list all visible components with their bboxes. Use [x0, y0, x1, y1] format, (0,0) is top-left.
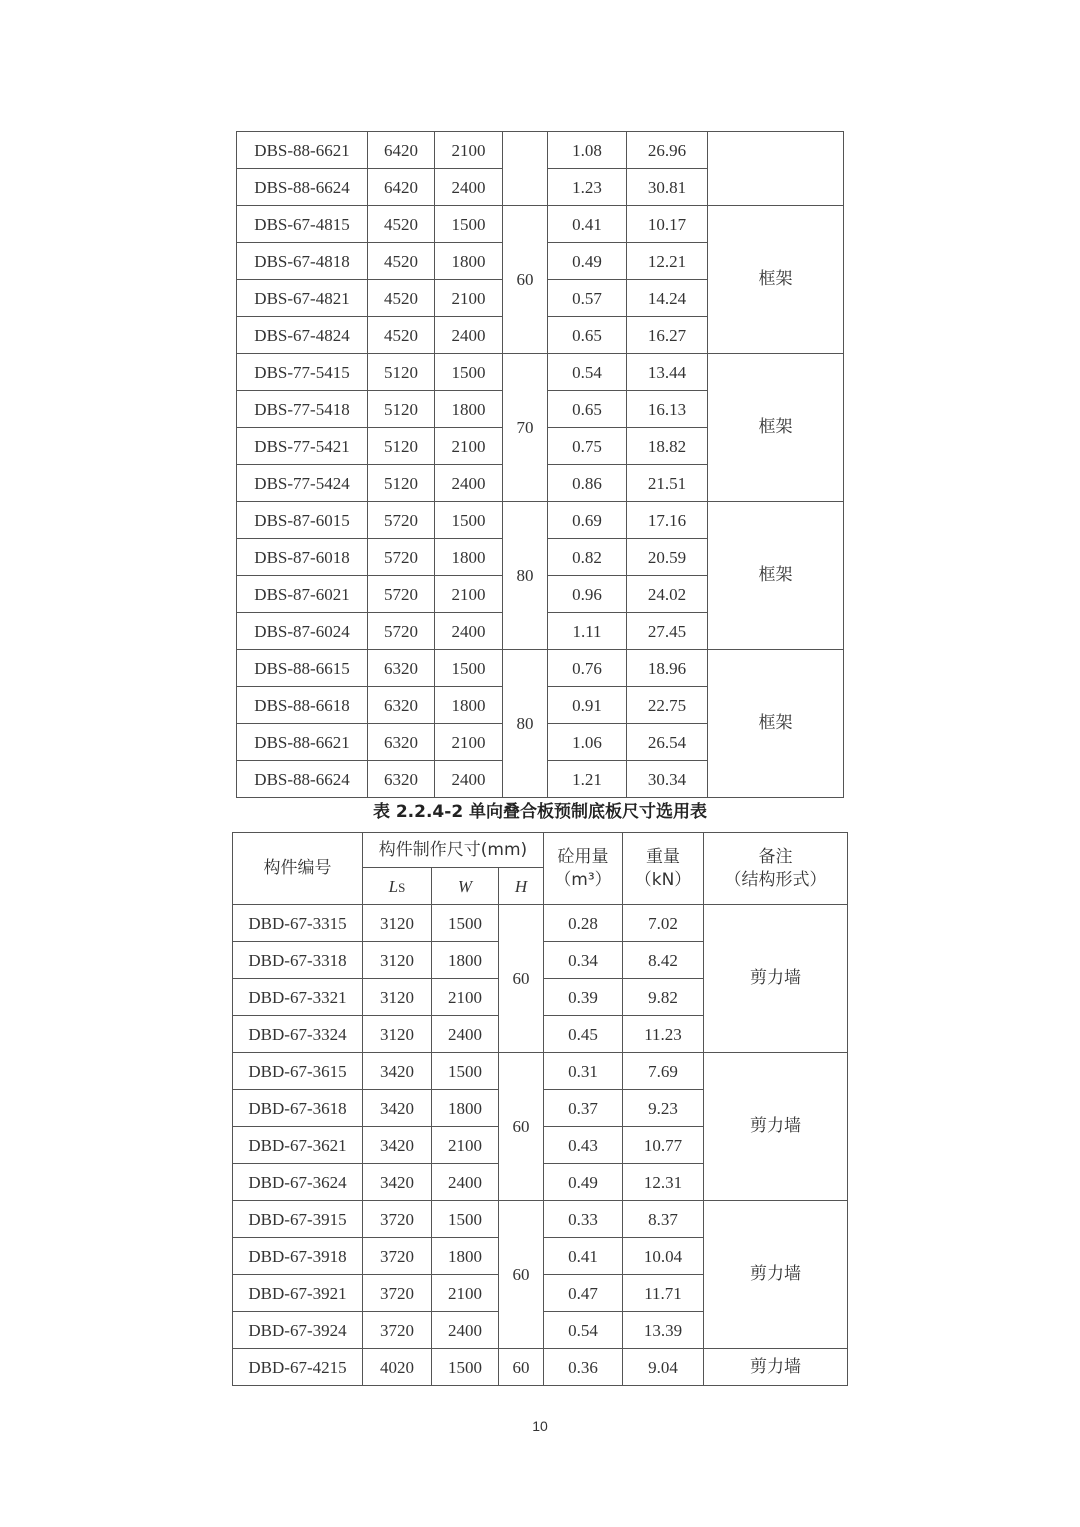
- cell-concrete-volume: 0.91: [548, 687, 627, 724]
- cell-weight: 21.51: [627, 465, 708, 502]
- cell-weight: 17.16: [627, 502, 708, 539]
- cell-component-code: DBS-67-4824: [237, 317, 368, 354]
- cell-component-code: DBS-77-5418: [237, 391, 368, 428]
- cell-component-code: DBD-67-3618: [233, 1090, 363, 1127]
- cell-component-code: DBS-87-6018: [237, 539, 368, 576]
- cell-weight: 18.96: [627, 650, 708, 687]
- table-row: [233, 905, 848, 942]
- table-row: [233, 1053, 848, 1090]
- cell-component-code: DBD-67-3915: [233, 1201, 363, 1238]
- table-one-way-slab: [232, 832, 848, 1386]
- cell-width: 2400: [432, 1312, 499, 1349]
- cell-concrete-volume: 0.34: [544, 942, 623, 979]
- cell-weight: 9.82: [623, 979, 704, 1016]
- cell-width: 1500: [435, 206, 503, 243]
- cell-weight: 7.02: [623, 905, 704, 942]
- table-header-row: [233, 833, 848, 868]
- cell-length: 3120: [363, 1016, 432, 1053]
- cell-concrete-volume: 0.86: [548, 465, 627, 502]
- cell-component-code: DBD-67-3315: [233, 905, 363, 942]
- cell-width: 2100: [432, 1127, 499, 1164]
- cell-width: 2100: [435, 280, 503, 317]
- cell-component-code: DBD-67-3321: [233, 979, 363, 1016]
- cell-weight: 18.82: [627, 428, 708, 465]
- cell-thickness: 60: [499, 1349, 544, 1386]
- cell-weight: 8.37: [623, 1201, 704, 1238]
- cell-length: 5120: [368, 465, 435, 502]
- cell-concrete-volume: 0.41: [544, 1238, 623, 1275]
- cell-concrete-volume: 0.43: [544, 1127, 623, 1164]
- cell-length: 6320: [368, 687, 435, 724]
- cell-width: 1800: [432, 1090, 499, 1127]
- cell-thickness: 70: [503, 354, 548, 502]
- cell-length: 3420: [363, 1090, 432, 1127]
- cell-length: 6420: [368, 169, 435, 206]
- cell-concrete-volume: 1.06: [548, 724, 627, 761]
- cell-weight: 26.96: [627, 132, 708, 169]
- cell-width: 2100: [432, 979, 499, 1016]
- cell-length: 5120: [368, 354, 435, 391]
- cell-weight: 9.23: [623, 1090, 704, 1127]
- cell-concrete-volume: 0.28: [544, 905, 623, 942]
- cell-length: 3720: [363, 1312, 432, 1349]
- cell-structure-type: 框架: [708, 206, 844, 354]
- cell-weight: 13.44: [627, 354, 708, 391]
- header-h: H: [499, 868, 544, 905]
- table-row: [237, 650, 844, 687]
- header-volume-label: 砼用量: [557, 846, 609, 867]
- cell-component-code: DBS-77-5415: [237, 354, 368, 391]
- cell-length: 4020: [363, 1349, 432, 1386]
- cell-thickness: 60: [499, 905, 544, 1053]
- header-volume-unit: （m³）: [554, 869, 612, 890]
- cell-component-code: DBD-67-3921: [233, 1275, 363, 1312]
- cell-component-code: DBS-88-6621: [237, 132, 368, 169]
- cell-length: 6420: [368, 132, 435, 169]
- cell-width: 1800: [432, 942, 499, 979]
- cell-length: 3420: [363, 1164, 432, 1201]
- header-w: W: [432, 868, 499, 905]
- cell-concrete-volume: 1.08: [548, 132, 627, 169]
- cell-width: 2400: [435, 761, 503, 798]
- table-row: [237, 132, 844, 169]
- cell-length: 3120: [363, 905, 432, 942]
- cell-structure-type: 框架: [708, 354, 844, 502]
- cell-length: 4520: [368, 243, 435, 280]
- cell-width: 1800: [435, 391, 503, 428]
- cell-weight: 30.81: [627, 169, 708, 206]
- header-size: 构件制作尺寸(mm): [363, 833, 544, 868]
- cell-length: 6320: [368, 724, 435, 761]
- cell-component-code: DBS-88-6624: [237, 169, 368, 206]
- header-note: [704, 833, 848, 905]
- cell-width: 2100: [435, 132, 503, 169]
- cell-component-code: DBD-67-3324: [233, 1016, 363, 1053]
- cell-width: 2400: [435, 613, 503, 650]
- cell-concrete-volume: 0.33: [544, 1201, 623, 1238]
- cell-component-code: DBS-87-6024: [237, 613, 368, 650]
- cell-structure-type: 框架: [708, 650, 844, 798]
- cell-weight: 9.04: [623, 1349, 704, 1386]
- cell-length: 4520: [368, 280, 435, 317]
- cell-component-code: DBS-67-4815: [237, 206, 368, 243]
- header-concrete-volume: [544, 833, 623, 905]
- cell-width: 2400: [432, 1016, 499, 1053]
- cell-concrete-volume: 0.49: [548, 243, 627, 280]
- cell-concrete-volume: 0.96: [548, 576, 627, 613]
- cell-weight: 12.31: [623, 1164, 704, 1201]
- cell-concrete-volume: 0.75: [548, 428, 627, 465]
- cell-weight: 16.13: [627, 391, 708, 428]
- cell-structure-type: [708, 132, 844, 206]
- cell-thickness: 80: [503, 650, 548, 798]
- cell-component-code: DBD-67-3318: [233, 942, 363, 979]
- cell-weight: 11.71: [623, 1275, 704, 1312]
- header-note-sub: （结构形式）: [724, 869, 827, 890]
- cell-concrete-volume: 0.57: [548, 280, 627, 317]
- table-continued: [236, 131, 844, 798]
- cell-concrete-volume: 1.21: [548, 761, 627, 798]
- cell-weight: 7.69: [623, 1053, 704, 1090]
- cell-width: 1500: [432, 905, 499, 942]
- cell-weight: 13.39: [623, 1312, 704, 1349]
- cell-weight: 24.02: [627, 576, 708, 613]
- cell-thickness: 60: [499, 1053, 544, 1201]
- header-weight: [623, 833, 704, 905]
- cell-thickness: 60: [503, 206, 548, 354]
- header-ls: [363, 868, 432, 905]
- cell-component-code: DBS-77-5424: [237, 465, 368, 502]
- cell-weight: 27.45: [627, 613, 708, 650]
- cell-length: 3720: [363, 1275, 432, 1312]
- cell-length: 6320: [368, 650, 435, 687]
- cell-component-code: DBD-67-4215: [233, 1349, 363, 1386]
- cell-width: 1500: [435, 354, 503, 391]
- cell-concrete-volume: 0.41: [548, 206, 627, 243]
- cell-length: 5720: [368, 576, 435, 613]
- cell-component-code: DBS-88-6618: [237, 687, 368, 724]
- header-ls-sub: S: [398, 879, 406, 895]
- cell-thickness: 60: [499, 1201, 544, 1349]
- cell-length: 3720: [363, 1238, 432, 1275]
- cell-component-code: DBS-77-5421: [237, 428, 368, 465]
- cell-length: 5120: [368, 391, 435, 428]
- cell-width: 1500: [432, 1349, 499, 1386]
- cell-width: 1800: [435, 243, 503, 280]
- cell-width: 2100: [432, 1275, 499, 1312]
- cell-concrete-volume: 1.11: [548, 613, 627, 650]
- cell-concrete-volume: 0.54: [548, 354, 627, 391]
- cell-length: 3420: [363, 1053, 432, 1090]
- header-code: 构件编号: [233, 833, 363, 905]
- cell-component-code: DBS-67-4818: [237, 243, 368, 280]
- cell-width: 2100: [435, 428, 503, 465]
- cell-thickness: 80: [503, 502, 548, 650]
- cell-concrete-volume: 0.76: [548, 650, 627, 687]
- cell-length: 5720: [368, 539, 435, 576]
- cell-length: 3420: [363, 1127, 432, 1164]
- cell-length: 4520: [368, 206, 435, 243]
- cell-component-code: DBS-87-6015: [237, 502, 368, 539]
- cell-length: 3120: [363, 979, 432, 1016]
- cell-weight: 10.77: [623, 1127, 704, 1164]
- cell-concrete-volume: 0.82: [548, 539, 627, 576]
- cell-width: 1800: [432, 1238, 499, 1275]
- cell-length: 6320: [368, 761, 435, 798]
- table-row: [233, 1349, 848, 1386]
- cell-width: 2400: [435, 317, 503, 354]
- cell-width: 2100: [435, 576, 503, 613]
- cell-component-code: DBS-88-6624: [237, 761, 368, 798]
- cell-concrete-volume: 0.31: [544, 1053, 623, 1090]
- cell-width: 1800: [435, 687, 503, 724]
- cell-structure-type: 框架: [708, 502, 844, 650]
- cell-weight: 10.17: [627, 206, 708, 243]
- header-weight-label: 重量: [646, 846, 680, 867]
- cell-structure-type: 剪力墙: [704, 905, 848, 1053]
- cell-width: 1500: [435, 650, 503, 687]
- cell-concrete-volume: 0.39: [544, 979, 623, 1016]
- cell-width: 1800: [435, 539, 503, 576]
- cell-length: 5720: [368, 613, 435, 650]
- cell-length: 3720: [363, 1201, 432, 1238]
- cell-concrete-volume: 1.23: [548, 169, 627, 206]
- cell-width: 2100: [435, 724, 503, 761]
- cell-weight: 30.34: [627, 761, 708, 798]
- cell-concrete-volume: 0.47: [544, 1275, 623, 1312]
- cell-concrete-volume: 0.37: [544, 1090, 623, 1127]
- cell-width: 1500: [435, 502, 503, 539]
- cell-width: 1500: [432, 1053, 499, 1090]
- cell-width: 1500: [432, 1201, 499, 1238]
- cell-component-code: DBD-67-3621: [233, 1127, 363, 1164]
- cell-length: 4520: [368, 317, 435, 354]
- header-ls-main: L: [388, 876, 399, 896]
- header-note-label: 备注: [758, 846, 793, 867]
- cell-component-code: DBS-88-6615: [237, 650, 368, 687]
- cell-length: 5120: [368, 428, 435, 465]
- cell-length: 3120: [363, 942, 432, 979]
- cell-component-code: DBD-67-3924: [233, 1312, 363, 1349]
- cell-weight: 14.24: [627, 280, 708, 317]
- cell-thickness: [503, 132, 548, 206]
- cell-weight: 26.54: [627, 724, 708, 761]
- table-row: [237, 354, 844, 391]
- cell-concrete-volume: 0.65: [548, 391, 627, 428]
- table-caption: 表 2.2.4-2 单向叠合板预制底板尺寸选用表: [372, 802, 708, 822]
- cell-weight: 22.75: [627, 687, 708, 724]
- cell-structure-type: 剪力墙: [704, 1201, 848, 1349]
- cell-weight: 8.42: [623, 942, 704, 979]
- cell-component-code: DBD-67-3918: [233, 1238, 363, 1275]
- cell-component-code: DBS-67-4821: [237, 280, 368, 317]
- cell-length: 5720: [368, 502, 435, 539]
- cell-weight: 12.21: [627, 243, 708, 280]
- cell-weight: 11.23: [623, 1016, 704, 1053]
- cell-width: 2400: [435, 169, 503, 206]
- cell-component-code: DBD-67-3615: [233, 1053, 363, 1090]
- cell-width: 2400: [432, 1164, 499, 1201]
- cell-structure-type: 剪力墙: [704, 1053, 848, 1201]
- header-weight-unit: （kN）: [634, 869, 692, 890]
- cell-concrete-volume: 0.54: [544, 1312, 623, 1349]
- table-row: [237, 206, 844, 243]
- cell-width: 2400: [435, 465, 503, 502]
- cell-weight: 16.27: [627, 317, 708, 354]
- table-row: [237, 502, 844, 539]
- cell-concrete-volume: 0.69: [548, 502, 627, 539]
- cell-component-code: DBS-88-6621: [237, 724, 368, 761]
- page-number: 10: [532, 1418, 548, 1434]
- cell-weight: 10.04: [623, 1238, 704, 1275]
- cell-structure-type: 剪力墙: [704, 1349, 848, 1386]
- cell-concrete-volume: 0.49: [544, 1164, 623, 1201]
- cell-concrete-volume: 0.45: [544, 1016, 623, 1053]
- cell-component-code: DBS-87-6021: [237, 576, 368, 613]
- cell-weight: 20.59: [627, 539, 708, 576]
- cell-concrete-volume: 0.36: [544, 1349, 623, 1386]
- cell-component-code: DBD-67-3624: [233, 1164, 363, 1201]
- cell-concrete-volume: 0.65: [548, 317, 627, 354]
- table-row: [233, 1201, 848, 1238]
